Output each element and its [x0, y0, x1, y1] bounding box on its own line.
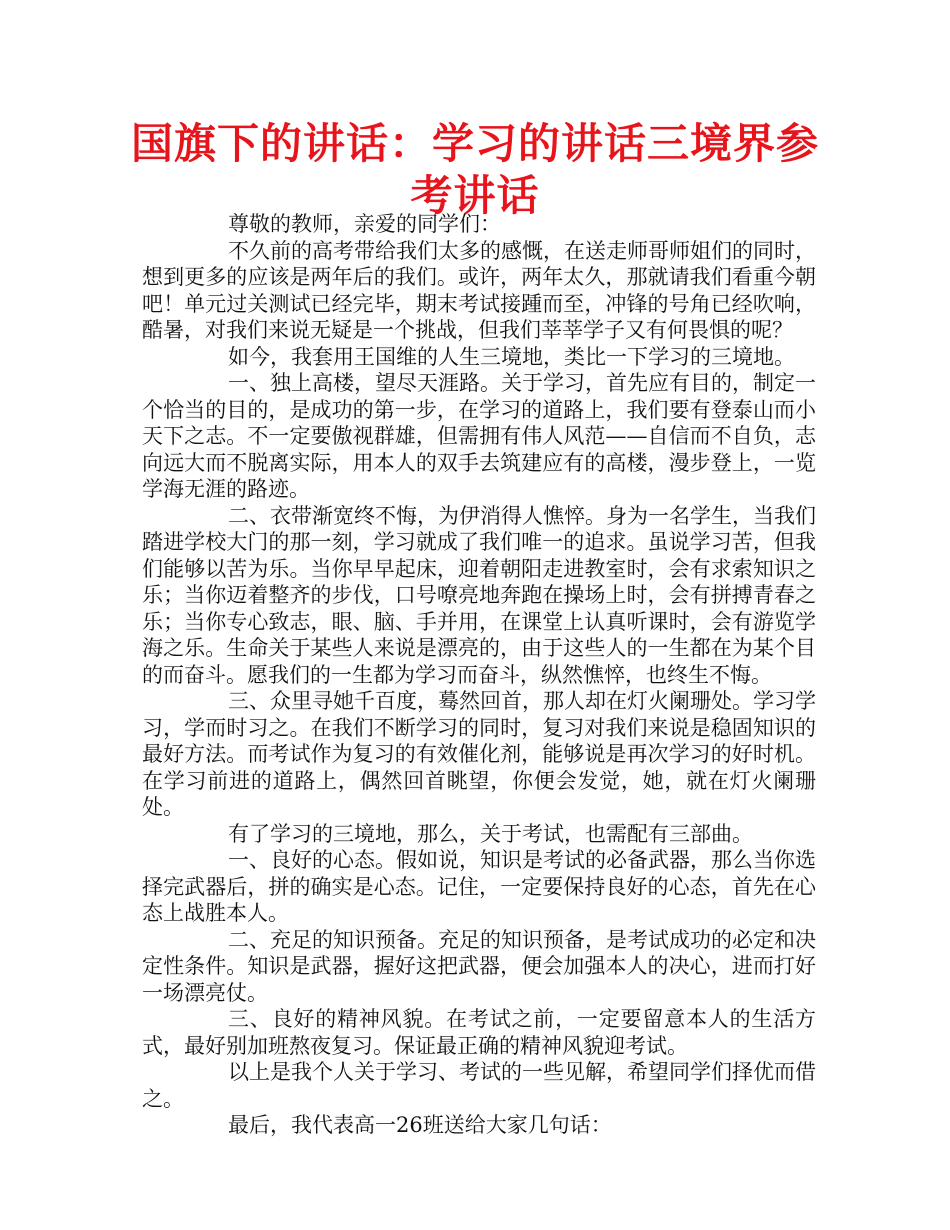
paragraph: 如今，我套用王国维的人生三境地，类比一下学习的三境地。	[228, 344, 795, 369]
paragraph: 二、衣带渐宽终不悔，为伊消得人憔悴。身为一名学生，当我们踏进学校大门的那一刻，学习就成了我们唯一的追求。虽说学习苦，但我们能够以苦为乐。当你早早起床，迎着朝阳走进教室时，会有求索知识之乐；当你迈着整齐的步伐，口号嘹亮地奔跑在操场上时，会有拼搏青春之乐；当你专心致志，眼、脑、手并用，在课堂上认真听课时，会有游览学海之乐。生命关于某些人来说是漂亮的，由于这些人的一生都在为某个目的而奋斗。愿我们的一生都为学习而奋斗，纵然憔悴，也终生不悔。	[142, 503, 816, 687]
paragraph: 三、众里寻她千百度，蓦然回首，那人却在灯火阑珊处。学习学习，学而时习之。在我们不断学习的同时，复习对我们来说是稳固知识的最好方法。而考试作为复习的有效催化剂，能够说是再次学习的好时机。在学习前进的道路上，偶然回首眺望，你便会发觉，她，就在灯火阑珊处。	[142, 689, 816, 819]
paragraph: 以上是我个人关于学习、考试的一些见解，希望同学们择优而借之。	[142, 1060, 816, 1111]
paragraph: 三、良好的精神风貌。在考试之前，一定要留意本人的生活方式，最好别加班熬夜复习。保证最正确的精神风貌迎考试。	[142, 1007, 816, 1058]
paragraph: 不久前的高考带给我们太多的感慨，在送走师哥师姐们的同时，想到更多的应该是两年后的我们。或许，两年太久，那就请我们看重今朝吧！单元过关测试已经完毕，期末考试接踵而至，冲锋的号角已经吹响，酷暑，对我们来说无疑是一个挑战，但我们莘莘学子又有何畏惧的呢？	[142, 238, 816, 342]
paragraph: 有了学习的三境地，那么，关于考试，也需配有三部曲。	[228, 821, 753, 846]
paragraph: 二、充足的知识预备。充足的知识预备，是考试成功的必定和决定性条件。知识是武器，握好这把武器，便会加强本人的决心，进而打好一场漂亮仗。	[142, 927, 816, 1005]
document-title: 国旗下的讲话：学习的讲话三境界参考讲话	[130, 119, 819, 220]
paragraph: 最后，我代表高一26班送给大家几句话：	[228, 1113, 612, 1137]
paragraph: 尊敬的教师，亲爱的同学们：	[228, 212, 501, 236]
paragraph: 一、良好的心态。假如说，知识是考试的必备武器，那么当你选择完武器后，拼的确实是心态。记住，一定要保持良好的心态，首先在心态上战胜本人。	[142, 848, 816, 925]
document-body	[142, 211, 816, 1139]
paragraph: 一、独上高楼，望尽天涯路。关于学习，首先应有目的，制定一个恰当的目的，是成功的第一步，在学习的道路上，我们要有登泰山而小天下之志。不一定要傲视群雄，但需拥有伟人风范——自信而不自负，志向远大而不脱离实际，用本人的双手去筑建应有的高楼，漫步登上，一览学海无涯的路迹。	[142, 371, 816, 501]
